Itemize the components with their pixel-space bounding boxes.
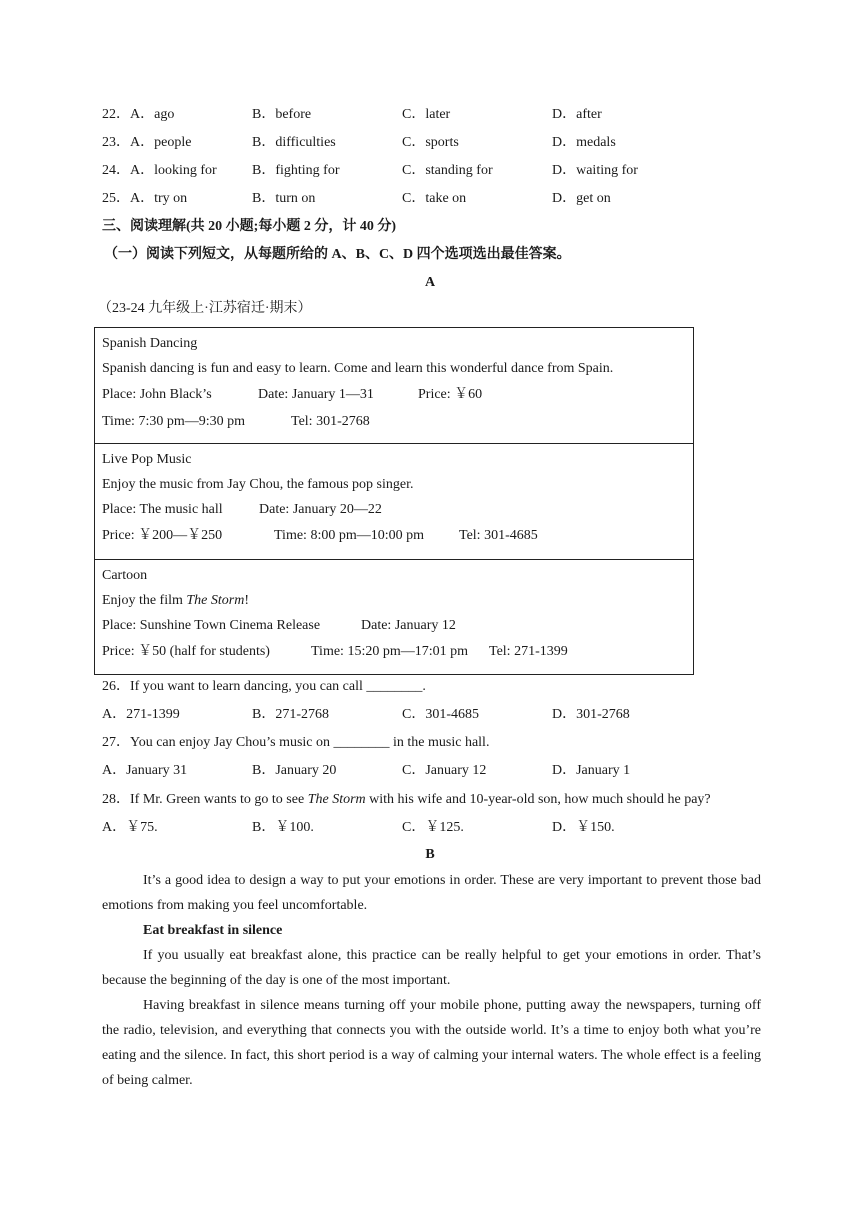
- option-b: B．271-2768: [252, 707, 329, 722]
- option-a: A．￥75.: [102, 820, 158, 835]
- option-d: D．￥150.: [552, 820, 615, 835]
- ads-table: [94, 327, 694, 675]
- ad-place: Place: John Black’s: [102, 387, 212, 402]
- film-title: The Storm: [307, 792, 366, 807]
- paragraph-heading: Eat breakfast in silence: [143, 923, 283, 938]
- ad-title: Cartoon: [102, 568, 148, 583]
- question-25-option-d: D．get on: [552, 191, 611, 206]
- question-25-option-b: B．turn on: [252, 191, 316, 206]
- question-22-number-option-a: 22．A．ago: [102, 107, 175, 122]
- option-a: A．January 31: [102, 763, 188, 778]
- option-a: A．271-1399: [102, 707, 180, 722]
- film-title: The Storm: [186, 593, 245, 608]
- passage-b-label: B: [425, 847, 435, 862]
- question-22-option-d: D．after: [552, 107, 602, 122]
- passage-b: [102, 868, 761, 1093]
- ad-price: Price: ￥60: [418, 387, 483, 402]
- section-instruction: （一）阅读下列短文，从每题所给的 A、B、C、D 四个选项选出最佳答案。: [104, 247, 571, 262]
- ad-time: Time: 7:30 pm—9:30 pm: [102, 414, 246, 429]
- question-23-number-option-a: 23．A．people: [102, 135, 192, 150]
- question-24-number-option-a: 24．A．looking for: [102, 163, 217, 178]
- option-c: C．January 12: [402, 763, 487, 778]
- ad-divider: [95, 443, 693, 444]
- paragraph: Having breakfast in silence means turning off your mobile phone, putting away the newspapers, turning off the radio, television, and everything that connects you with the outside world. It’s a time to enjoy both what you’re eating and the silence. In fact, this short period is a way of calming your internal waters. The whole effect is a feeling of being calmer.: [102, 998, 761, 1088]
- question-stem: 26．If you want to learn dancing, you can call ________.: [102, 679, 426, 694]
- paragraph: It’s a good idea to design a way to put your emotions in order. These are very important to prevent those bad emotions from making you feel uncomfortable.: [102, 873, 761, 913]
- question-22-option-b: B．before: [252, 107, 312, 122]
- ad-title: Live Pop Music: [102, 452, 192, 467]
- question-23-option-d: D．medals: [552, 135, 616, 150]
- question-22-option-c: C．later: [402, 107, 451, 122]
- ad-date: Date: January 12: [361, 618, 456, 633]
- ad-price: Price: ￥50 (half for students): [102, 644, 270, 659]
- passage-a-label: A: [424, 275, 436, 290]
- question-25-number-option-a: 25．A．try on: [102, 191, 188, 206]
- ad-tel: Tel: 301-2768: [291, 414, 370, 429]
- question-25-option-c: C．take on: [402, 191, 467, 206]
- option-d: D．301-2768: [552, 707, 630, 722]
- paragraph: If you usually eat breakfast alone, this practice can be really helpful to get your emotions in order. That’s because the beginning of the day is one of the most important.: [102, 948, 761, 988]
- question-24-option-b: B．fighting for: [252, 163, 340, 178]
- ad-description: Enjoy the music from Jay Chou, the famous pop singer.: [102, 477, 414, 492]
- question-23-option-c: C．sports: [402, 135, 459, 150]
- ad-time: Time: 8:00 pm—10:00 pm: [274, 528, 425, 543]
- question-23-option-b: B．difficulties: [252, 135, 336, 150]
- ad-divider: [95, 559, 693, 560]
- option-c: C．301-4685: [402, 707, 479, 722]
- question-24-option-c: C．standing for: [402, 163, 493, 178]
- ad-title: Spanish Dancing: [102, 336, 198, 351]
- question-24-option-d: D．waiting for: [552, 163, 638, 178]
- ad-place: Place: Sunshine Town Cinema Release: [102, 618, 321, 633]
- option-b: B．January 20: [252, 763, 337, 778]
- section-title: 三、阅读理解(共 20 小题;每小题 2 分，计 40 分): [102, 219, 396, 234]
- option-b: B．￥100.: [252, 820, 314, 835]
- ad-time: Time: 15:20 pm—17:01 pm: [311, 644, 469, 659]
- option-c: C．￥125.: [402, 820, 464, 835]
- question-stem: 28．If Mr. Green wants to go to see The Storm with his wife and 10-year-old son, how much should he pay?: [102, 792, 711, 807]
- ad-date: Date: January 20—22: [259, 502, 382, 517]
- option-d: D．January 1: [552, 763, 631, 778]
- ad-description: Enjoy the film The Storm!: [102, 593, 250, 608]
- question-stem: 27．You can enjoy Jay Chou’s music on ________ in the music hall.: [102, 735, 490, 750]
- source-note: （23-24 九年级上·江苏宿迁·期末）: [98, 301, 312, 316]
- ad-description: Spanish dancing is fun and easy to learn. Come and learn this wonderful dance from Spain.: [102, 361, 614, 376]
- ad-date: Date: January 1—31: [258, 387, 374, 402]
- ad-place: Place: The music hall: [102, 502, 223, 517]
- ad-price: Price: ￥200—￥250: [102, 528, 223, 543]
- ad-tel: Tel: 271-1399: [489, 644, 568, 659]
- ad-tel: Tel: 301-4685: [459, 528, 538, 543]
